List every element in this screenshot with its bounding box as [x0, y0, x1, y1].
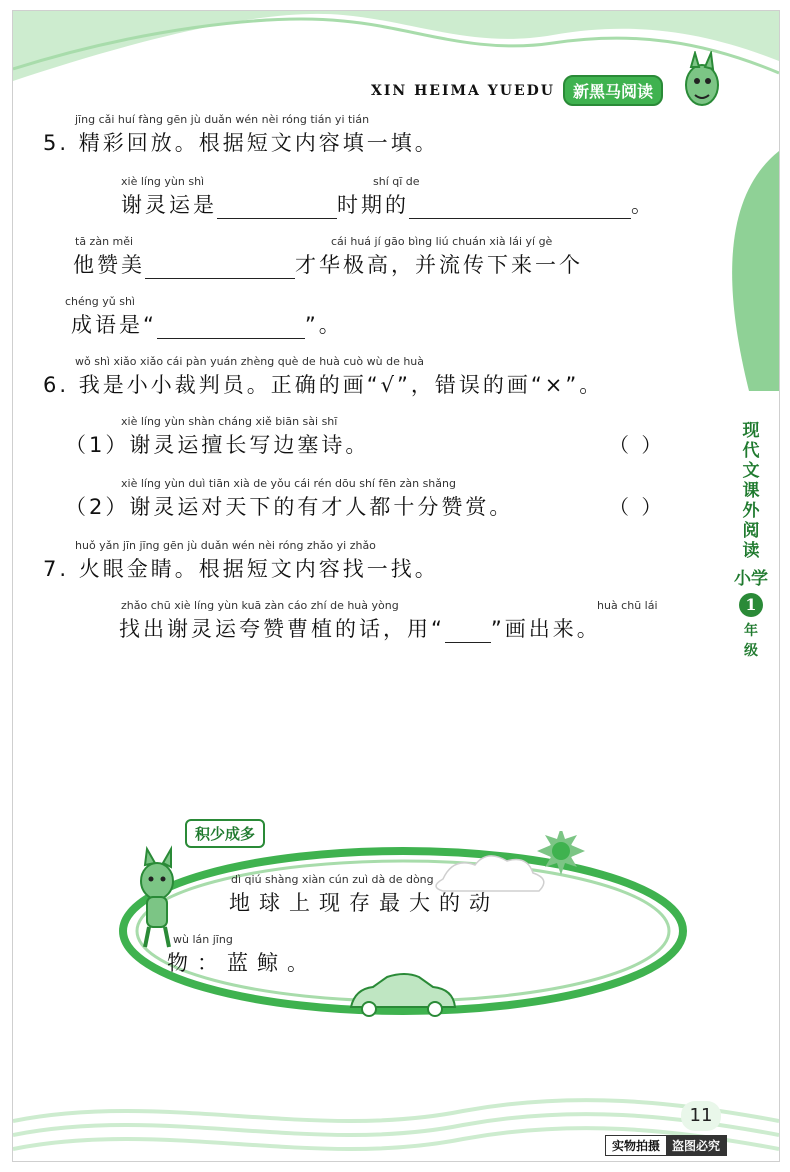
q5-pinyin-3a: tā zàn měi: [75, 235, 134, 248]
fun-fact-frame: [113, 831, 693, 1021]
q6-title: 6. 我是小小裁判员。正确的画“√”，错误的画“×”。: [43, 373, 604, 397]
q5-pinyin-2b: shí qī de: [373, 175, 420, 188]
brand-en: XIN HEIMA YUEDU: [371, 82, 555, 99]
idiom-pinyin-2: wù lán jīng: [173, 933, 233, 946]
side-title-5: 外: [742, 501, 760, 521]
q7-pinyin-2b: huà chū lái: [597, 599, 658, 612]
q5-text-2b: 时期的: [337, 193, 409, 217]
q7-title: 7. 火眼金睛。根据短文内容找一找。: [43, 557, 439, 581]
side-title-1: 现: [742, 421, 760, 441]
blank-period[interactable]: [217, 198, 337, 219]
side-title-7: 读: [742, 541, 760, 561]
brand-cn: 新黑马阅读: [563, 75, 663, 106]
idiom-pinyin-1: dì qiú shàng xiàn cún zuì dà de dòng: [231, 873, 434, 886]
side-title-2: 代: [742, 441, 760, 461]
blank-praised[interactable]: [145, 258, 295, 279]
q5-text-3b: 才华极高，并流传下来一个: [295, 253, 583, 277]
grade-number: 1: [739, 593, 763, 617]
blank-underline-sample: [445, 622, 491, 643]
stamp-text-b: 盗图必究: [666, 1136, 726, 1155]
q5-pinyin-3b: cái huá jí gāo bìng liú chuán xià lái yí gè: [331, 235, 553, 248]
q5-text-2c: 。: [631, 193, 655, 217]
q5-line-2: [121, 189, 655, 219]
q6-item-1-answer[interactable]: （ ）: [609, 433, 665, 457]
side-title-6: 阅: [742, 521, 760, 541]
stamp-text-a: 实物拍摄: [606, 1136, 666, 1155]
side-label: [731, 421, 771, 661]
side-title-4: 课: [742, 481, 760, 501]
idiom-line-1: 地球上现存最大的动: [229, 891, 499, 915]
blank-description[interactable]: [409, 198, 631, 219]
q5-pinyin-1: jīng cǎi huí fàng gēn jù duǎn wén nèi róng tián yi tián: [75, 113, 370, 126]
q5-text-3a: 他赞美: [73, 253, 145, 277]
side-title-3: 文: [742, 461, 760, 481]
q6-item-2-answer[interactable]: （ ）: [609, 495, 665, 519]
side-level: 小学: [734, 569, 768, 589]
q6-pinyin-2: xiè líng yùn shàn cháng xiě biān sài shī: [121, 415, 338, 428]
fun-fact-label: 积少成多: [185, 819, 265, 848]
q5-title: 5. 精彩回放。根据短文内容填一填。: [43, 131, 439, 155]
q5-pinyin-4: chéng yǔ shì: [65, 295, 135, 308]
q7-line-2: [119, 613, 601, 643]
q7-text-2a: 找出谢灵运夸赞曹植的话，用“: [119, 617, 445, 641]
q5-text-4b: ”。: [304, 313, 343, 337]
page: [12, 10, 780, 1162]
idiom-line-2: 物：蓝鲸。: [167, 951, 317, 975]
q5-line-3: [73, 249, 583, 279]
grade-label-1: 年: [744, 623, 758, 639]
page-number: 11: [681, 1101, 721, 1131]
watermark-stamp: [605, 1135, 727, 1156]
q7-pinyin-2a: zhǎo chū xiè líng yùn kuā zàn cáo zhí de huà yòng: [121, 599, 399, 612]
blank-idiom[interactable]: [157, 318, 305, 339]
header-brand: [371, 75, 663, 106]
grade-label-2: 级: [744, 643, 758, 659]
side-band-decoration: [709, 151, 779, 391]
q6-item-2: （2）谢灵运对天下的有才人都十分赞赏。: [65, 495, 514, 519]
q5-text-2a: 谢灵运是: [121, 193, 217, 217]
q5-line-4: [71, 309, 343, 339]
q6-pinyin-1: wǒ shì xiǎo xiǎo cái pàn yuán zhèng què de huà cuò wù de huà: [75, 355, 425, 368]
q5-pinyin-2a: xiè líng yùn shì: [121, 175, 205, 188]
q6-item-1: （1）谢灵运擅长写边塞诗。: [65, 433, 370, 457]
q7-pinyin-1: huǒ yǎn jīn jīng gēn jù duǎn wén nèi róng zhǎo yi zhǎo: [75, 539, 376, 552]
q7-text-2b: ”画出来。: [490, 617, 601, 641]
q5-text-4a: 成语是“: [71, 313, 157, 337]
horse-mascot-icon: [677, 51, 727, 111]
q6-pinyin-3: xiè líng yùn duì tiān xià de yǒu cái rén dōu shí fēn zàn shǎng: [121, 477, 456, 490]
